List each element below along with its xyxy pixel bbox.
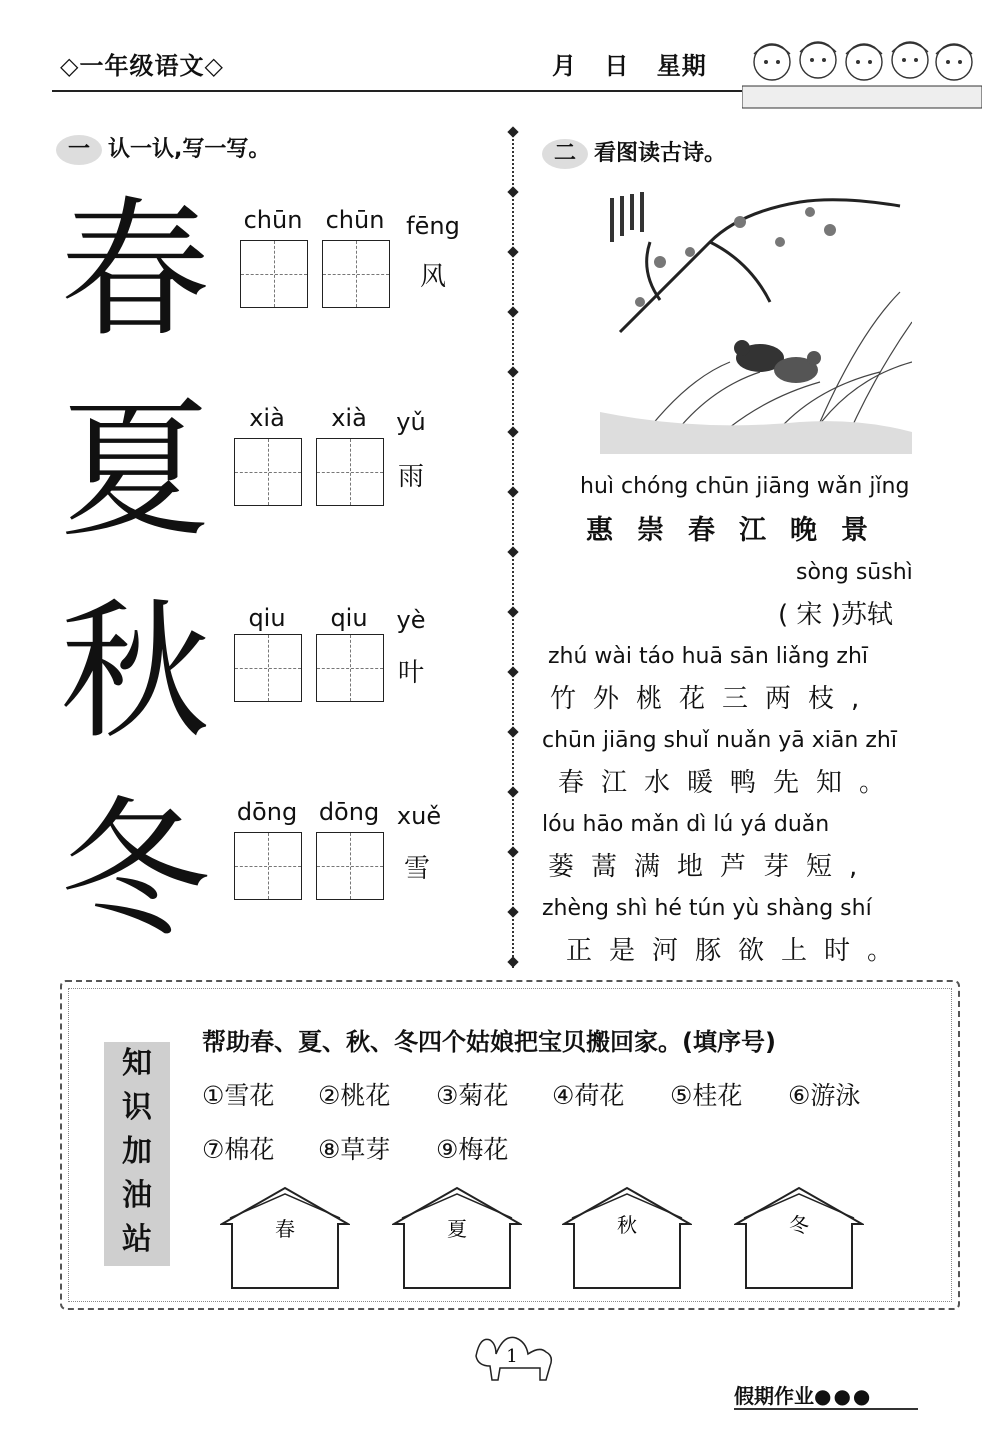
house-label: 冬 — [789, 1213, 809, 1237]
option-item: ⑨梅花 — [436, 1135, 509, 1164]
house-spring[interactable] — [220, 1186, 350, 1290]
knowledge-instruction: 帮助春、夏、秋、冬四个姑娘把宝贝搬回家。(填序号) — [202, 1028, 776, 1056]
poem-line-pinyin: zhèng shì hé tún yù shàng shí — [542, 896, 872, 921]
big-char-chun: 春 — [60, 184, 211, 358]
word-char: 雨 — [398, 462, 425, 492]
footer-rule — [734, 1408, 918, 1410]
knowledge-tag — [104, 1042, 170, 1266]
house-summer[interactable] — [392, 1186, 522, 1290]
author-pinyin: sòng sūshì — [796, 560, 913, 585]
pinyin: qiu — [330, 604, 368, 632]
pinyin: xià — [331, 404, 367, 432]
section1-heading: 认一认,写一写。 — [108, 137, 271, 162]
writing-grid[interactable] — [316, 438, 384, 506]
page-header — [52, 40, 982, 98]
section2-number: 二 — [542, 139, 588, 169]
big-char-xia: 夏 — [60, 384, 211, 558]
section1-title — [56, 132, 270, 165]
date-field: 月 日 星期 — [552, 52, 707, 80]
header-rule — [52, 90, 742, 92]
tag-char: 知 — [122, 1046, 152, 1081]
pinyin: xià — [249, 404, 285, 432]
pinyin: chūn — [243, 206, 303, 234]
pinyin: dōng — [236, 798, 298, 826]
writing-grid[interactable] — [316, 634, 384, 702]
option-item: ②桃花 — [318, 1081, 391, 1110]
option-item: ①雪花 — [202, 1081, 275, 1110]
poem-line: 竹外桃花三两枝, — [550, 684, 877, 714]
option-item: ⑧草芽 — [318, 1135, 391, 1164]
pinyin: yǔ — [396, 408, 426, 436]
writing-grid[interactable] — [322, 240, 390, 308]
house-label: 夏 — [447, 1217, 467, 1241]
pinyin: chūn — [325, 206, 385, 234]
word-char: 雪 — [404, 854, 431, 884]
tag-char: 油 — [122, 1178, 152, 1213]
option-item: ④荷花 — [552, 1081, 625, 1110]
poem-title-pinyin: huì chóng chūn jiāng wǎn jǐng — [580, 474, 910, 499]
option-item: ⑥游泳 — [788, 1081, 861, 1110]
page-number: 1 — [506, 1346, 518, 1367]
poem-line-pinyin: lóu hāo mǎn dì lú yá duǎn — [542, 812, 830, 837]
section2-heading: 看图读古诗。 — [594, 141, 727, 166]
footer-text: 假期作业 — [734, 1384, 814, 1408]
grade-label: ◇一年级语文◇ — [60, 52, 224, 80]
footer-label — [734, 1380, 872, 1409]
house-label: 春 — [275, 1217, 295, 1241]
big-char-qiu: 秋 — [60, 586, 211, 760]
option-item: ⑦棉花 — [202, 1135, 275, 1164]
footer-dots: ●●● — [814, 1384, 873, 1408]
poem-line: 正是河豚欲上时。 — [566, 936, 911, 966]
house-label: 秋 — [617, 1213, 637, 1237]
writing-grid[interactable] — [234, 438, 302, 506]
section2-title — [542, 136, 726, 169]
ink-painting-ducks — [600, 182, 912, 454]
word-char: 叶 — [398, 658, 425, 688]
poem-title: 惠崇春江晚景 — [586, 515, 892, 546]
writing-grid[interactable] — [240, 240, 308, 308]
pinyin: qiu — [248, 604, 286, 632]
writing-grid[interactable] — [234, 832, 302, 900]
pinyin: dōng — [318, 798, 380, 826]
camel-page-number — [470, 1326, 560, 1382]
children-illustration — [742, 36, 982, 110]
column-divider — [512, 128, 514, 968]
poem-line: 蒌蒿满地芦芽短, — [548, 852, 875, 882]
section1-number: 一 — [56, 135, 102, 165]
option-item: ⑤桂花 — [670, 1081, 743, 1110]
writing-grid[interactable] — [316, 832, 384, 900]
tag-char: 加 — [122, 1134, 152, 1169]
big-char-dong: 冬 — [60, 784, 211, 958]
writing-grid[interactable] — [234, 634, 302, 702]
poem-line-pinyin: zhú wài táo huā sān liǎng zhī — [548, 644, 869, 669]
poem-line: 春江水暖鸭先知。 — [558, 768, 903, 798]
word-char: 风 — [420, 262, 447, 292]
pinyin: xuě — [396, 802, 442, 830]
house-autumn[interactable] — [562, 1186, 692, 1290]
option-item: ③菊花 — [436, 1081, 509, 1110]
house-winter[interactable] — [734, 1186, 864, 1290]
pinyin: yè — [396, 606, 426, 634]
pinyin: fēng — [406, 212, 460, 240]
poem-author: ( 宋 )苏轼 — [778, 600, 893, 630]
poem-line-pinyin: chūn jiāng shuǐ nuǎn yā xiān zhī — [542, 728, 897, 753]
tag-char: 站 — [122, 1222, 152, 1257]
tag-char: 识 — [122, 1090, 152, 1125]
